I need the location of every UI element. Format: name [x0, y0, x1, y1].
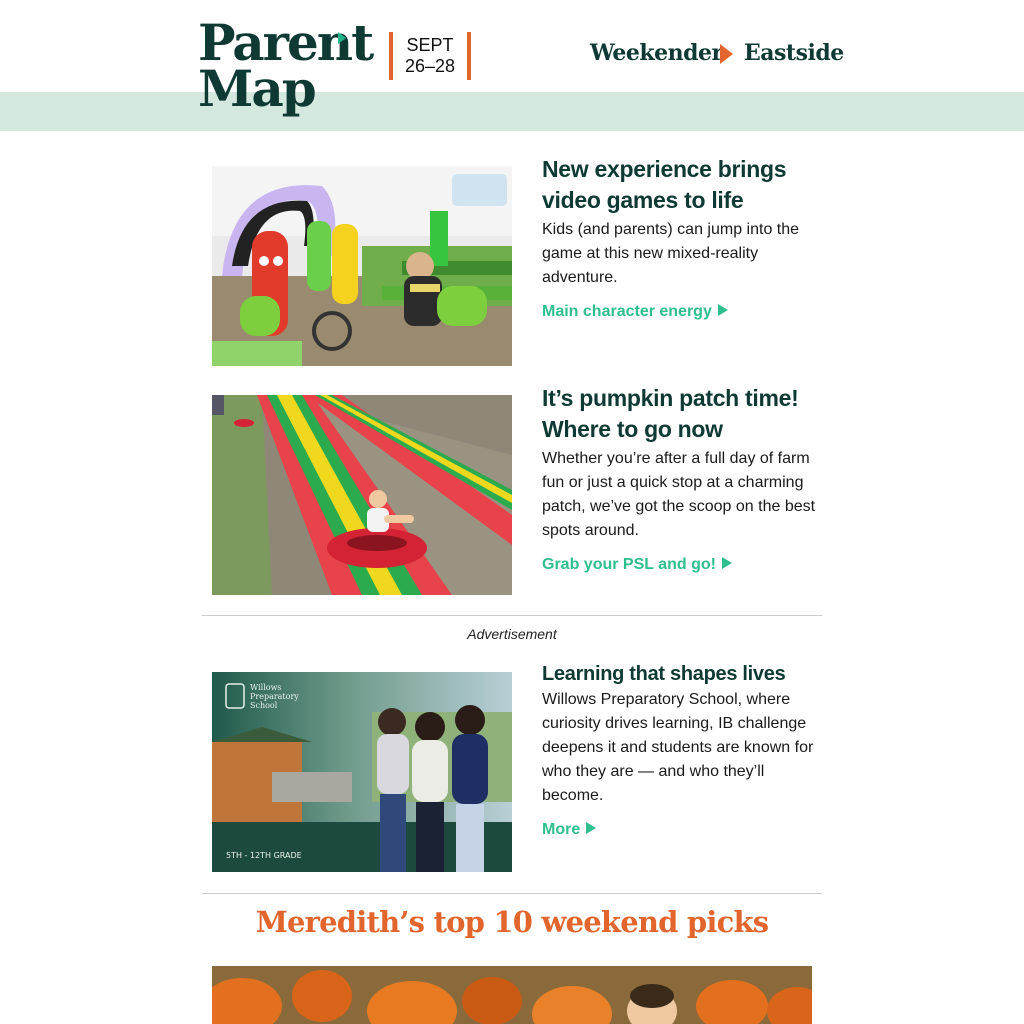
ad-image-willows[interactable]	[212, 672, 512, 872]
cta-arrow-icon	[586, 822, 596, 834]
date-days: 26–28	[404, 56, 456, 76]
story-body: Kids (and parents) can jump into the game at this new mixed-reality adventure.	[542, 221, 800, 286]
parentmap-logo[interactable]	[198, 13, 373, 122]
story-cta-link[interactable]	[542, 300, 728, 324]
story-text	[542, 385, 817, 577]
play-arrow-icon	[720, 44, 733, 64]
svg-text:5TH - 12TH GRADE: 5TH - 12TH GRADE	[226, 851, 302, 860]
cta-arrow-icon	[718, 304, 728, 316]
header-band	[0, 92, 1024, 131]
advertisement-label: Advertisement	[467, 626, 557, 642]
story-image-pumpkin-patch[interactable]	[212, 395, 512, 595]
svg-text:Willows: Willows	[250, 683, 282, 692]
story-headline[interactable]: New experience brings video games to life	[542, 156, 787, 213]
divider	[202, 615, 822, 616]
story-cta-label: Grab your PSL and go!	[542, 556, 716, 573]
story-text	[542, 156, 817, 324]
ad-headline[interactable]: Learning that shapes lives	[542, 663, 786, 685]
ad-cta-label: More	[542, 821, 581, 838]
picks-section-title: Meredith’s top 10 weekend picks	[255, 905, 769, 939]
edition-nav	[590, 36, 844, 72]
region-name[interactable]: Eastside	[744, 40, 844, 66]
date-month: SEPT	[406, 35, 454, 55]
cta-arrow-icon	[722, 557, 732, 569]
story-cta-label: Main character energy	[542, 303, 712, 320]
ad-willows-prep	[212, 663, 814, 872]
date-range	[389, 32, 471, 80]
story-image-video-games[interactable]	[212, 166, 512, 366]
logo-triangle-icon	[338, 32, 346, 44]
story-video-games	[212, 156, 812, 366]
ad-text	[542, 663, 817, 842]
story-pumpkin-patch	[212, 385, 816, 595]
newsletter-name[interactable]: Weekender	[590, 40, 723, 66]
ad-cta-link[interactable]	[542, 818, 596, 842]
svg-text:Preparatory: Preparatory	[250, 692, 299, 701]
story-cta-link[interactable]	[542, 553, 732, 577]
logo-line-2: Map	[198, 59, 315, 118]
svg-text:School: School	[250, 701, 278, 710]
story-headline[interactable]: It’s pumpkin patch time! Where to go now	[542, 385, 799, 442]
picks-hero-image[interactable]	[212, 966, 812, 1024]
ad-body: Willows Preparatory School, where curiosity drives learning, IB challenge deepens it and students are known for who they are — and who they’ll become.	[542, 691, 814, 804]
logo-line-1: Parent	[198, 13, 373, 72]
divider	[202, 893, 822, 894]
story-body: Whether you’re after a full day of farm fun or just a quick stop at a charming patch, we’ve got the scoop on the best spots around.	[542, 450, 816, 539]
